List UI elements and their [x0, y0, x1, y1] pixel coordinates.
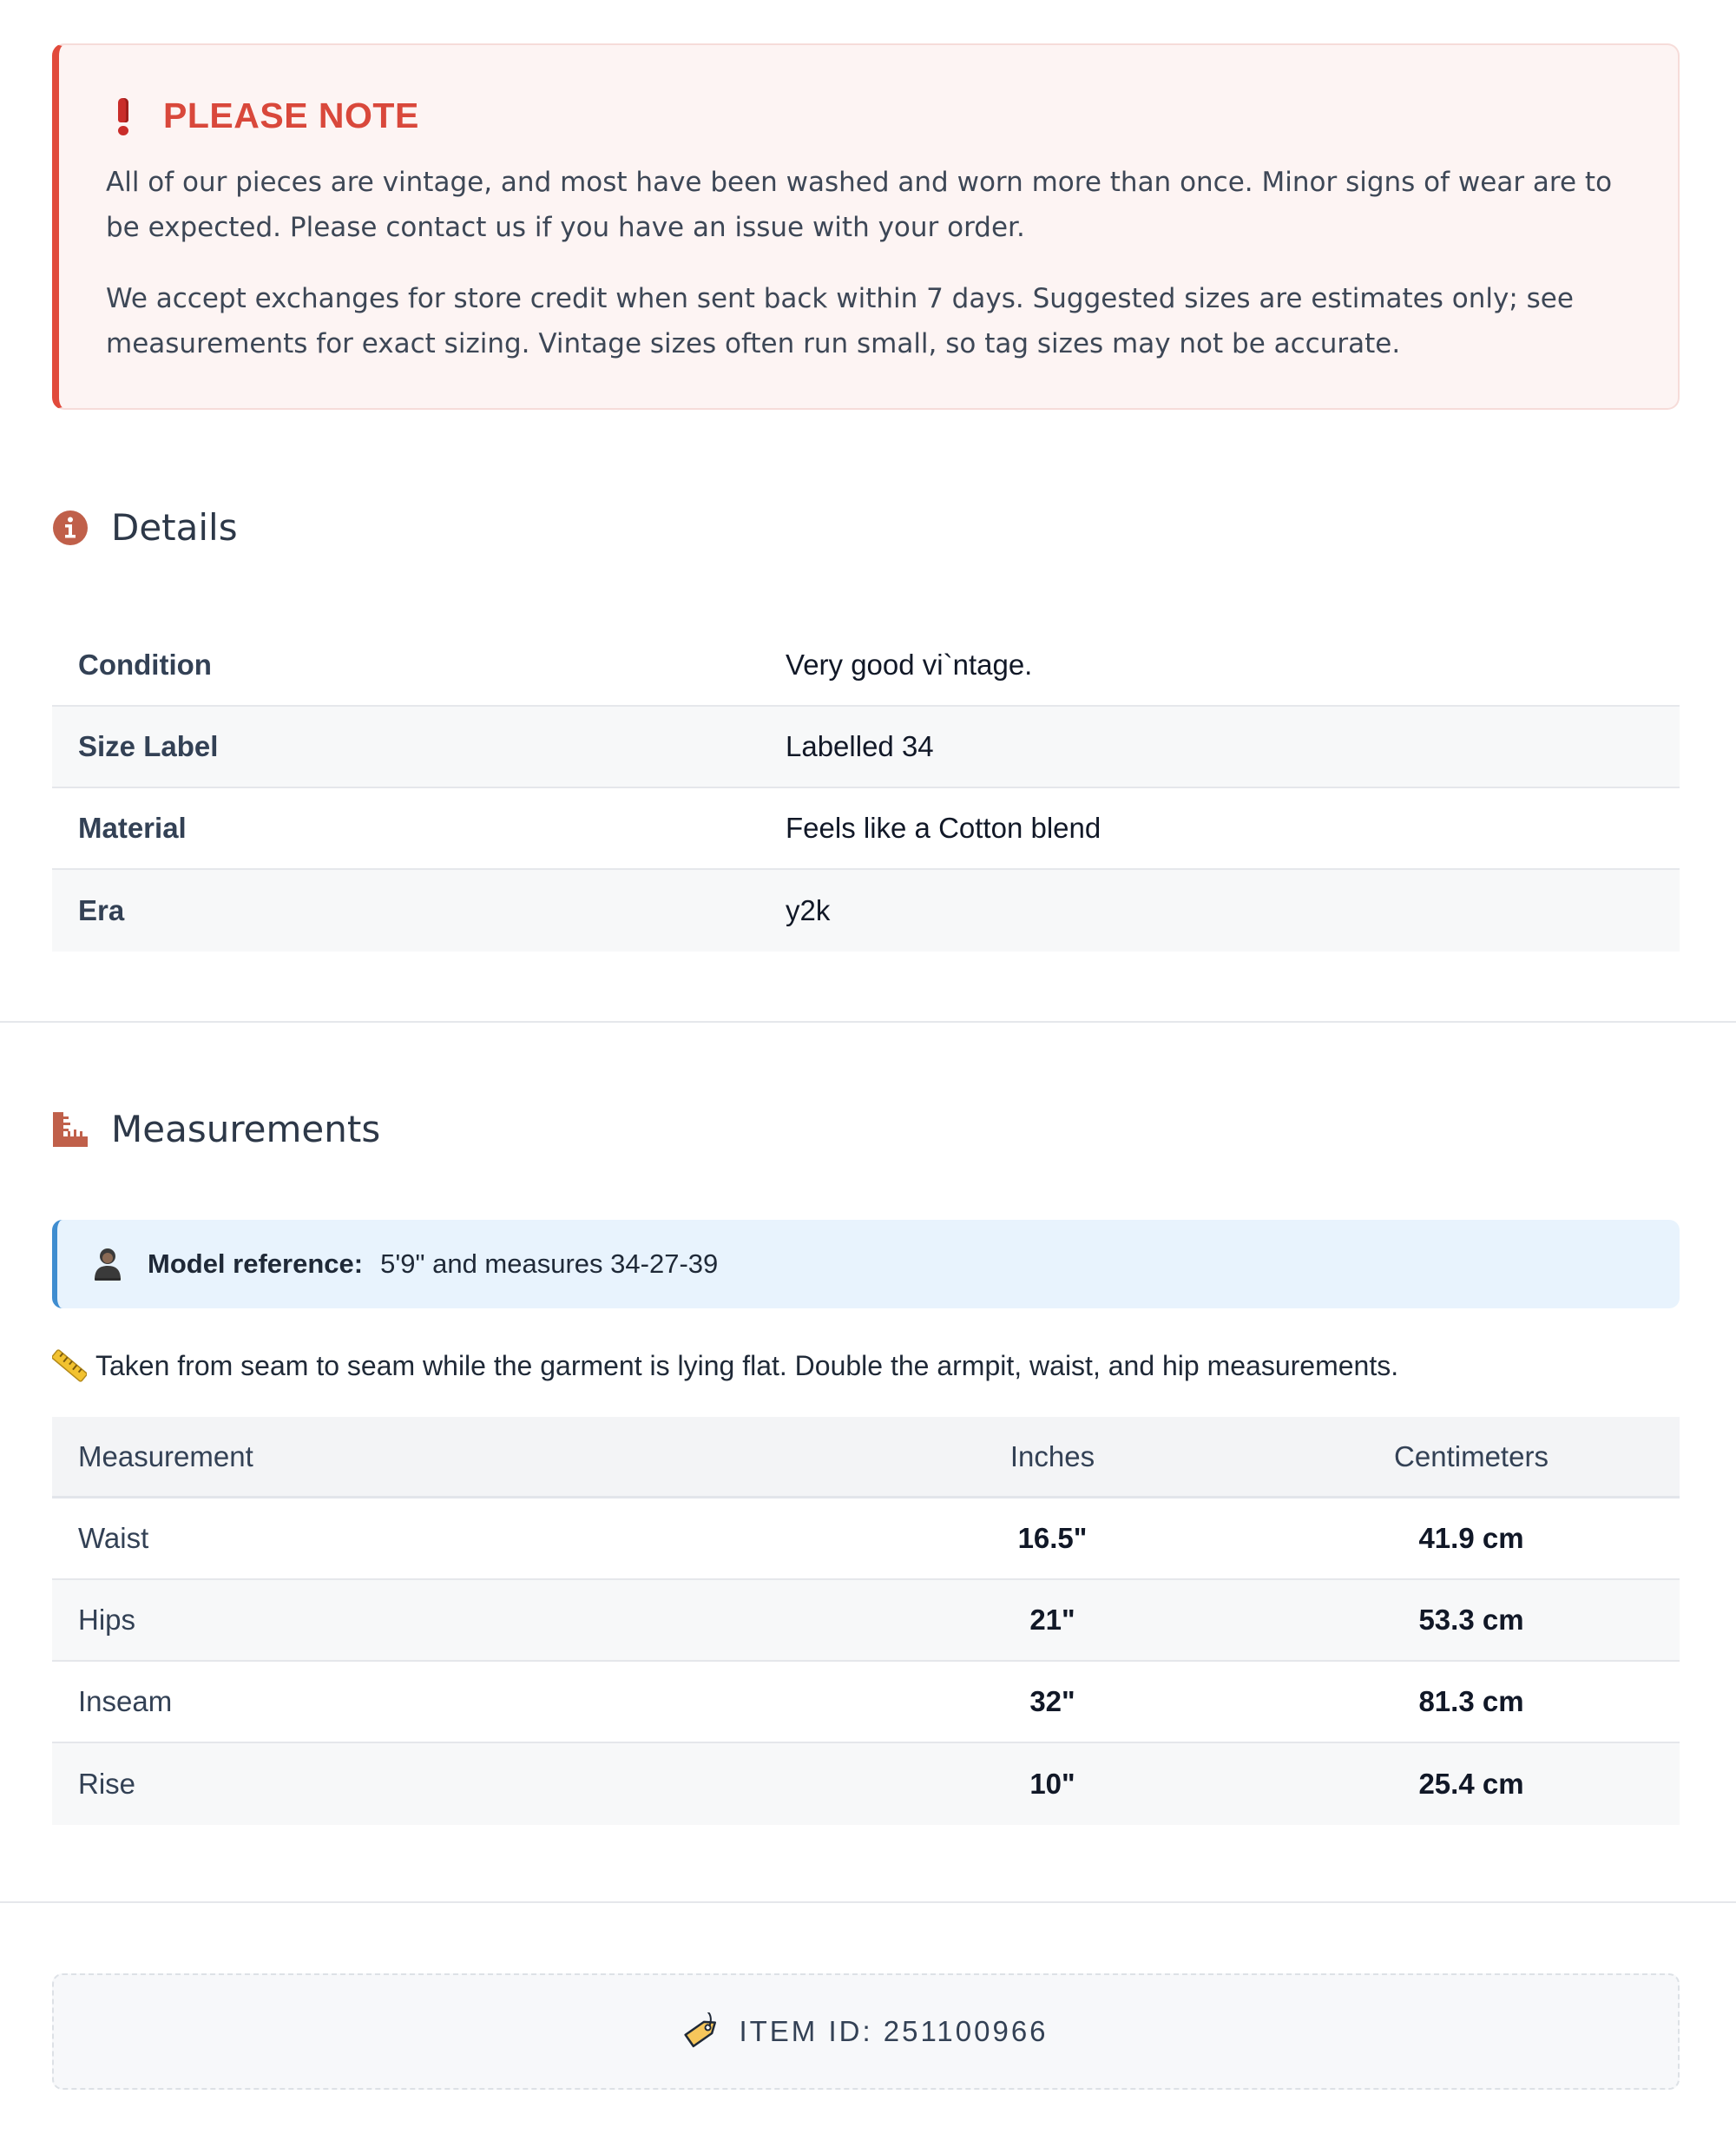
details-value: y2k: [786, 894, 831, 926]
measurement-cm: 41.9 cm: [1418, 1522, 1524, 1554]
table-row: [52, 1580, 1680, 1662]
table-row: [52, 1743, 1680, 1825]
column-header-inches: Inches: [1009, 1439, 1095, 1472]
model-reference-value: 5'9" and measures 34-27-39: [380, 1248, 719, 1279]
measurement-inches: 10": [1029, 1768, 1075, 1800]
details-heading: [52, 506, 238, 549]
model-reference-label: Model reference:: [148, 1248, 364, 1279]
notice-paragraph-2: We accept exchanges for store credit when sent back within 7 days. Suggested sizes are estimates only; see measurements for exact sizing. Vintage sizes often run small, so tag sizes may not be accurate.: [106, 283, 1574, 359]
notice-title: PLEASE NOTE: [163, 95, 419, 135]
straight-ruler-icon: [52, 1348, 87, 1383]
table-row: [52, 1662, 1680, 1743]
measurement-cm: 53.3 cm: [1418, 1604, 1524, 1636]
ruler-icon: [52, 1111, 89, 1148]
tag-icon: [683, 2012, 721, 2051]
details-value: Labelled 34: [786, 730, 934, 762]
measurements-title: Measurements: [111, 1108, 381, 1150]
details-label: Size Label: [78, 730, 219, 762]
please-note-callout: [52, 43, 1680, 410]
notice-paragraph-1: All of our pieces are vintage, and most have been washed and worn more than once. Minor signs of wear are to be expected. Please contact us if you have an issue with your order.: [106, 167, 1613, 243]
model-reference-callout: [52, 1220, 1680, 1308]
measurement-inches: 16.5": [1017, 1522, 1088, 1554]
info-icon: [52, 510, 89, 546]
details-label: Material: [78, 812, 187, 844]
details-row: [52, 707, 1680, 788]
section-divider: [0, 1901, 1736, 1903]
details-label: Era: [78, 894, 125, 926]
measurement-note: [52, 1344, 1398, 1387]
item-id-label: ITEM ID: 251100966: [739, 2015, 1049, 2047]
measurement-inches: 21": [1029, 1604, 1075, 1636]
measurement-name: Inseam: [78, 1685, 173, 1717]
column-header-centimeters: Centimeters: [1394, 1439, 1549, 1472]
table-header-row: [52, 1417, 1680, 1498]
measurement-note-text: Taken from seam to seam while the garment is lying flat. Double the armpit, waist, and hip measurements.: [95, 1349, 1399, 1381]
measurements-heading: [52, 1108, 380, 1150]
measurement-name: Hips: [78, 1604, 136, 1636]
measurement-name: Rise: [78, 1768, 136, 1800]
details-row: [52, 870, 1680, 952]
measurements-table: [52, 1417, 1680, 1825]
column-header-measurement: Measurement: [78, 1439, 253, 1472]
notice-heading: [106, 94, 1628, 137]
details-value: Very good vi`ntage.: [786, 649, 1033, 681]
section-divider: [0, 1021, 1736, 1023]
measurement-name: Waist: [78, 1522, 149, 1554]
table-row: [52, 1498, 1680, 1580]
measurement-cm: 81.3 cm: [1418, 1685, 1524, 1717]
measurement-cm: 25.4 cm: [1418, 1768, 1524, 1800]
item-id-box: [52, 1973, 1680, 2090]
details-title: Details: [111, 506, 238, 549]
details-row: [52, 625, 1680, 707]
details-label: Condition: [78, 649, 212, 681]
details-table: [52, 625, 1680, 952]
person-icon: [92, 1247, 123, 1281]
exclamation-icon: [106, 95, 144, 136]
measurement-inches: 32": [1029, 1685, 1075, 1717]
details-row: [52, 788, 1680, 870]
details-value: Feels like a Cotton blend: [786, 812, 1101, 844]
